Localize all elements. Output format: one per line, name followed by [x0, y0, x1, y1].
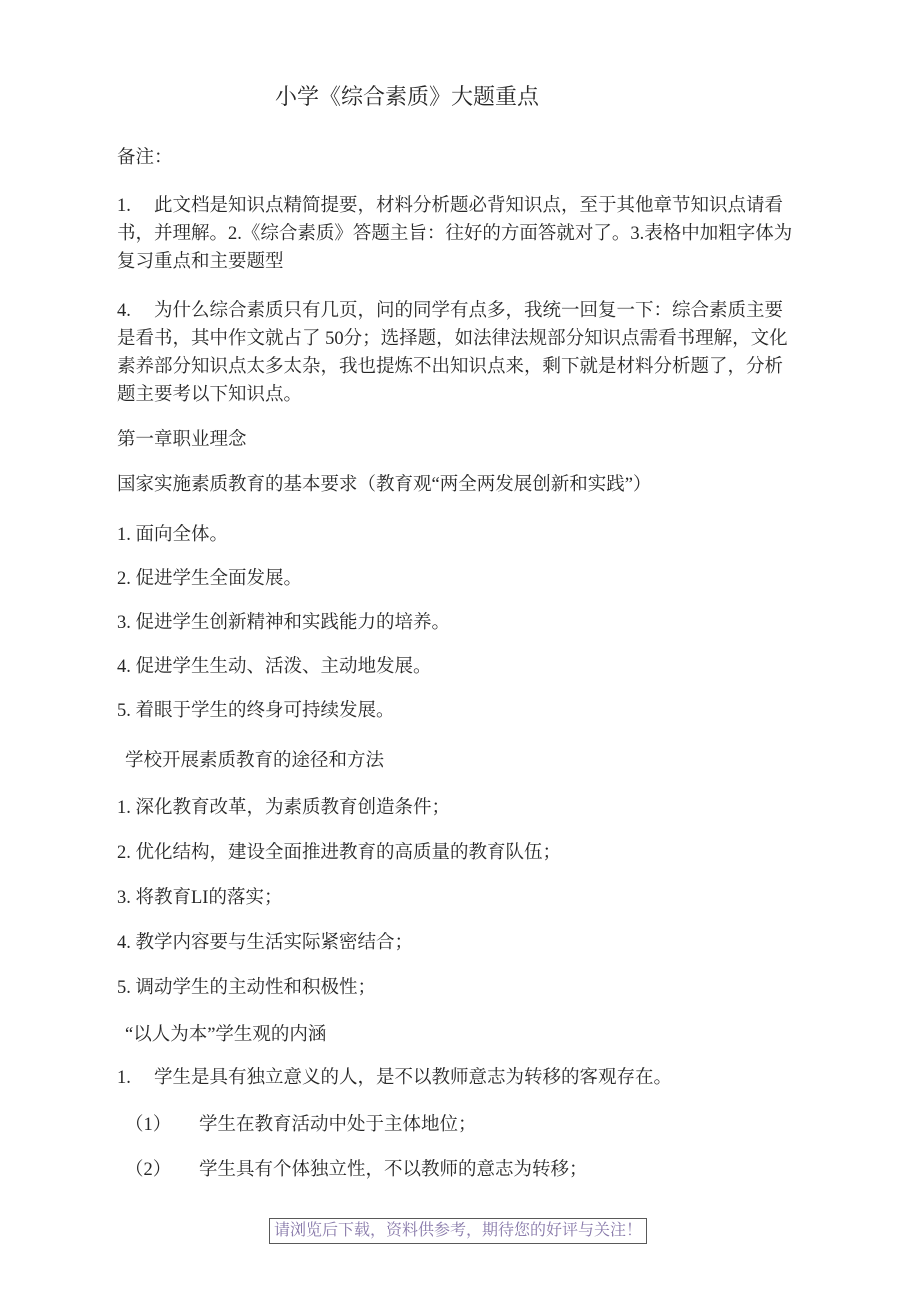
note-paragraph-1: 1. 此文档是知识点精简提要，材料分析题必背知识点，至于其他章节知识点请看书，并理解。2.《综合素质》答题主旨：往好的方面答就对了。3.表格中加粗字体为复习重点和主要题型 — [117, 196, 793, 272]
section-heading-student-view: “以人为本”学生观的内涵 — [125, 1025, 327, 1045]
list-item: 2. 优化结构，建设全面推进教育的高质量的教育队伍； — [117, 843, 562, 863]
section-heading-methods: 学校开展素质教育的途径和方法 — [125, 751, 385, 771]
list-item: 3. 将教育LI的落实； — [117, 888, 283, 908]
list-item: 1. 面向全体。 — [117, 525, 229, 545]
footer-banner — [269, 1218, 647, 1244]
list-item: 1. 学生是具有独立意义的人，是不以教师意志为转移的客观存在。 — [117, 1068, 673, 1088]
list-item: 1. 深化教育改革，为素质教育创造条件； — [117, 798, 451, 818]
page-title: 小学《综合素质》大题重点 — [274, 84, 539, 109]
list-item: 5. 着眼于学生的终身可持续发展。 — [117, 701, 395, 721]
section-heading-basic-requirements: 国家实施素质教育的基本要求（教育观“两全两发展创新和实践”） — [117, 475, 652, 495]
list-item: 4. 教学内容要与生活实际紧密结合； — [117, 933, 414, 953]
chapter-heading: 第一章职业理念 — [117, 430, 247, 450]
list-item: 4. 促进学生生动、活泼、主动地发展。 — [117, 657, 432, 677]
list-item: 5. 调动学生的主动性和积极性； — [117, 978, 377, 998]
list-item: 2. 促进学生全面发展。 — [117, 569, 303, 589]
note-paragraph-2: 4. 为什么综合素质只有几页，问的同学有点多，我统一回复一下：综合素质主要是看书，其中作文就占了 50分；选择题，如法律法规部分知识点需看书理解，文化素养部分知识点太多太杂，我也提炼不出知识点来，剩下就是材料分析题了，分析题主要考以下知识点。 — [117, 301, 788, 405]
list-item: 3. 促进学生创新精神和实践能力的培养。 — [117, 613, 451, 633]
sub-list-item: （2） 学生具有个体独立性，不以教师的意志为转移； — [125, 1160, 588, 1180]
document-content — [117, 0, 793, 1184]
footer-text: 请浏览后下载，资料供参考，期待您的好评与关注！ — [274, 1222, 643, 1239]
sub-list-item: （1） 学生在教育活动中处于主体地位； — [125, 1115, 477, 1135]
notes-label: 备注： — [117, 148, 173, 168]
